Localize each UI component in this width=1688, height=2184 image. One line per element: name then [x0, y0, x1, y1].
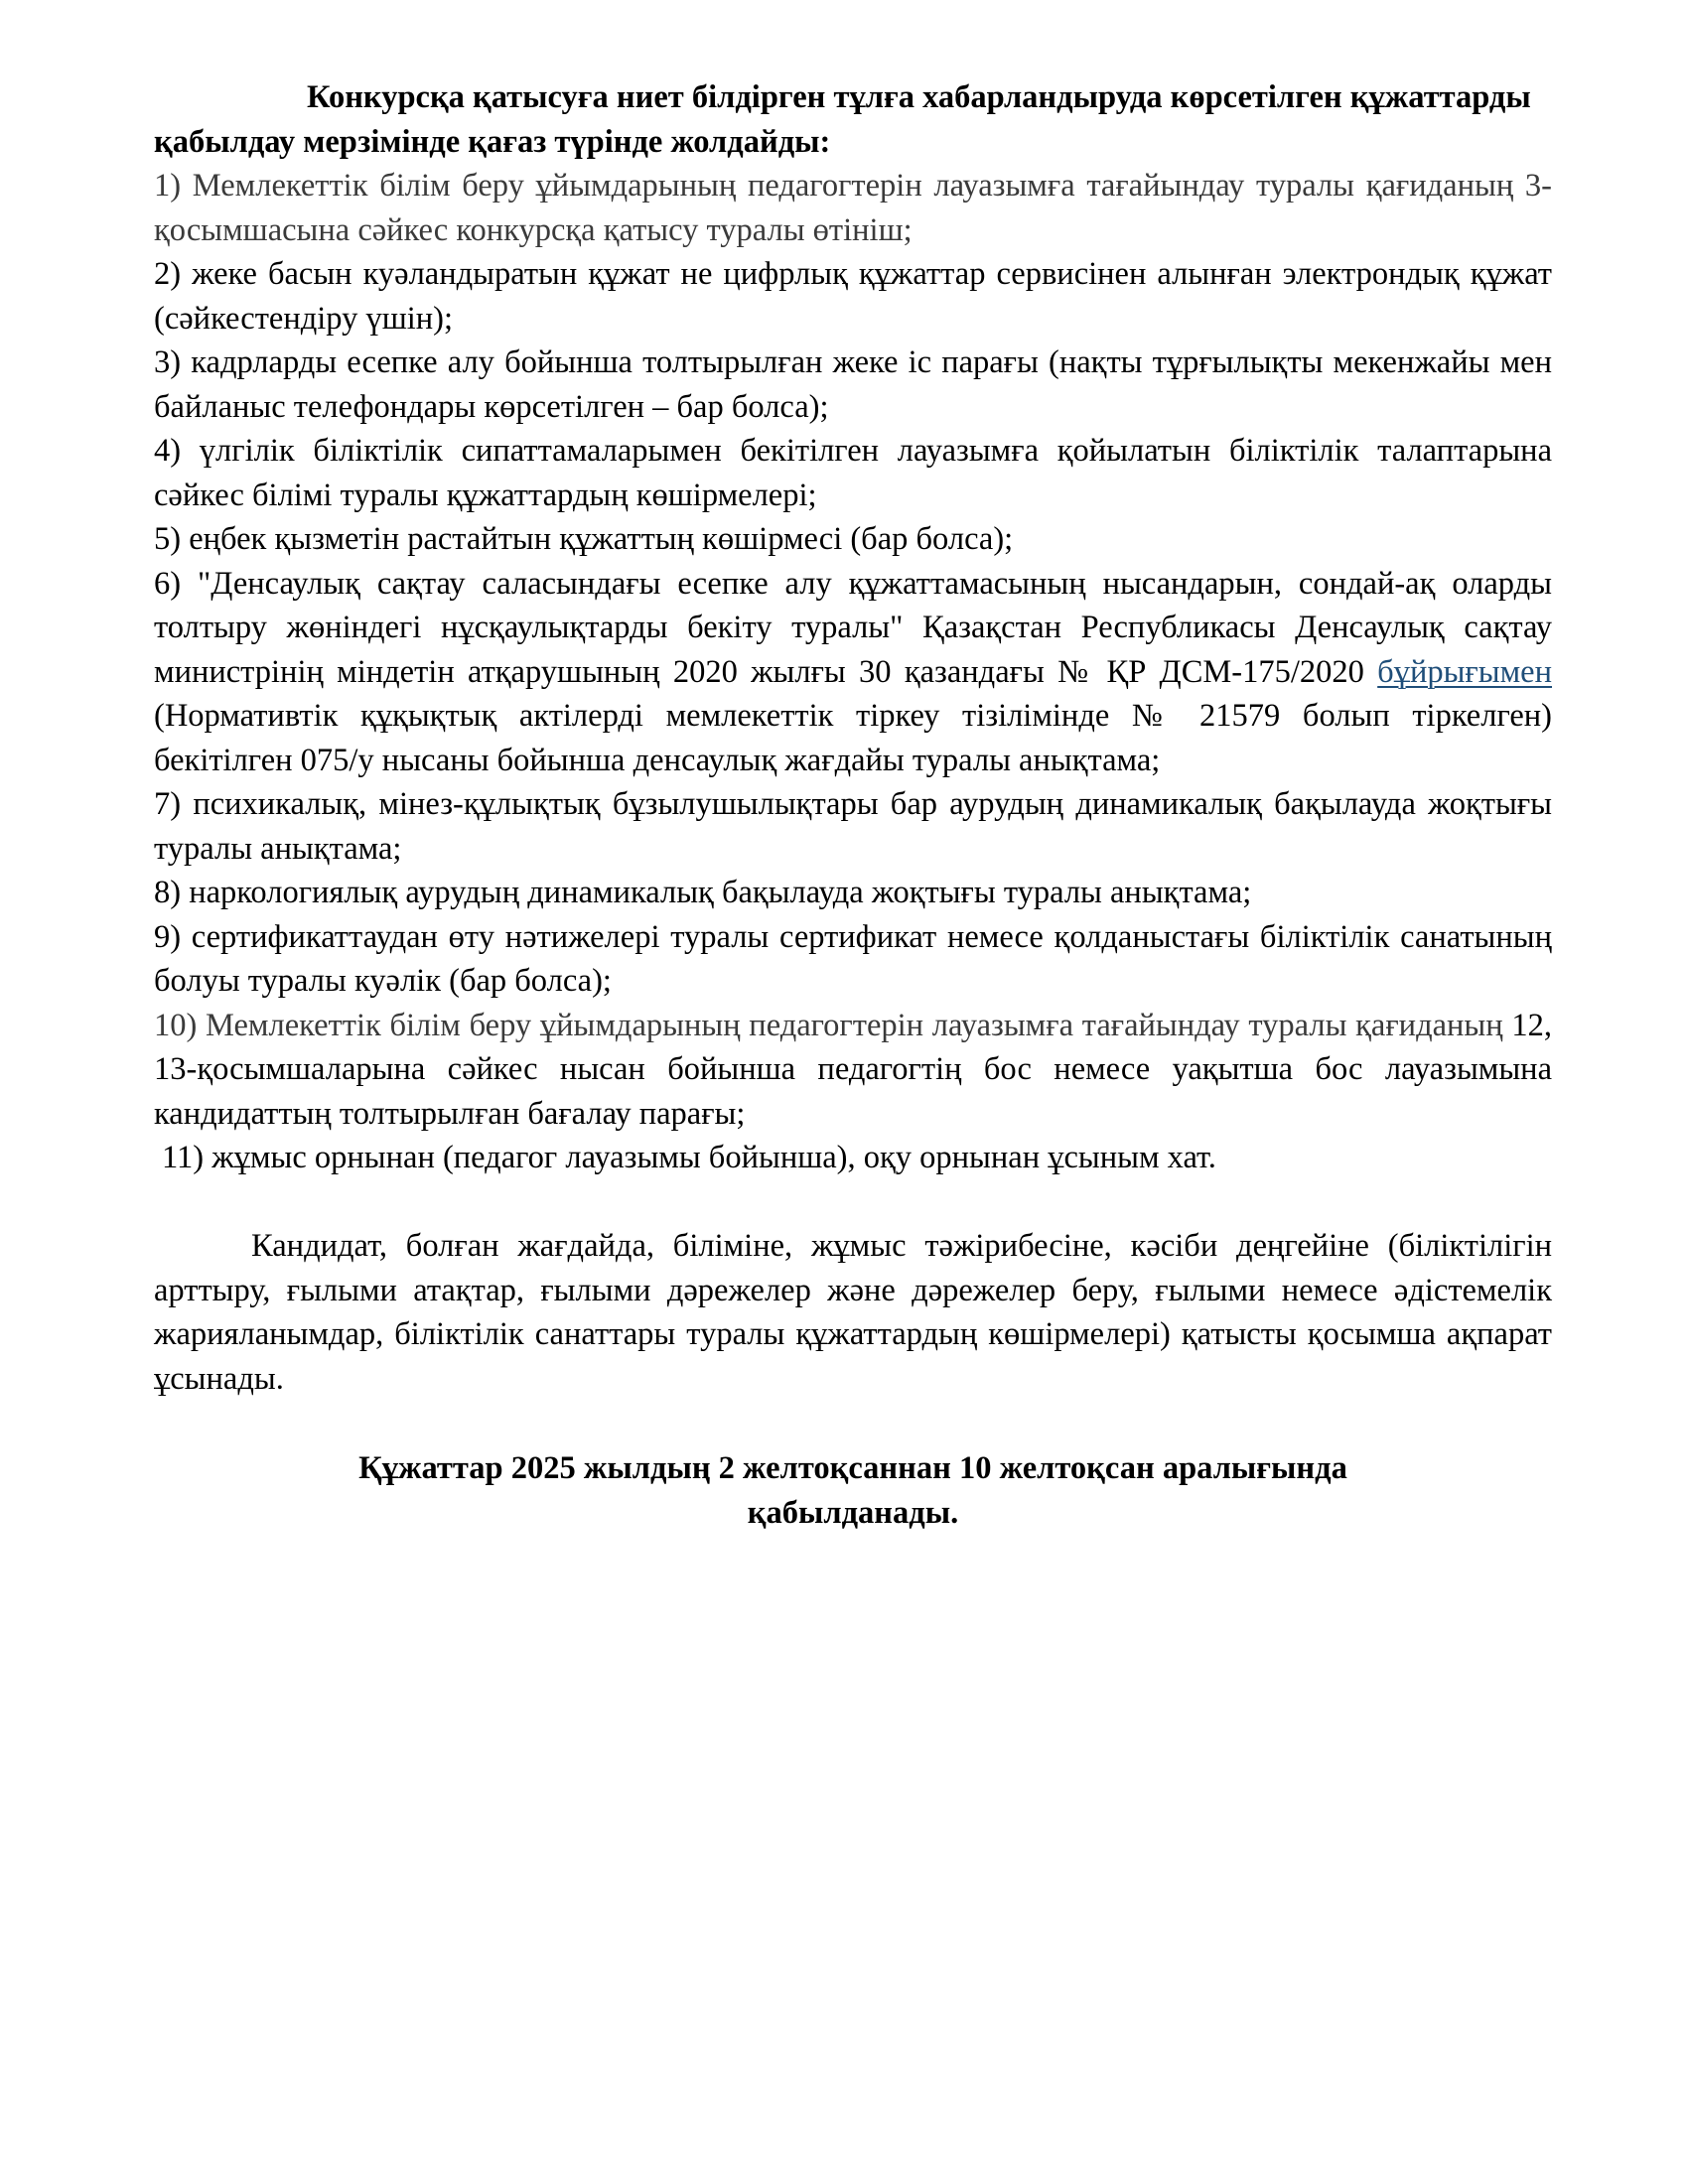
heading-text: Конкурсқа қатысуға ниет білдірген тұлға хабарландыруда көрсетілген құжаттарды қабылдау мерзімінде қағаз түрінде жолдайды: — [154, 79, 1531, 160]
spacer — [154, 1401, 1552, 1446]
document-heading — [154, 75, 1552, 164]
list-item-8: 8) наркологиялық аурудың динамикалық бақылауда жоқтығы туралы анықтама; — [154, 875, 1252, 910]
list-item-4: 4) үлгілік біліктілік сипаттамаларымен бекітілген лауазымға қойылатын біліктілік талаптарына сәйкес білімі туралы құжаттардың көшірмелері; — [154, 433, 1552, 513]
list-item-5: 5) еңбек қызметін растайтын құжаттың көшірмесі (бар болса); — [154, 521, 1014, 557]
list-item-1: 1) Мемлекеттік білім беру ұйымдарының педагогтерін лауазымға тағайындау туралы қағиданың 3- қосымшасына сәйкес конкурсқа қатысу туралы өтініш; — [154, 168, 1552, 248]
list-item-6-text-before: 6) "Денсаулық сақтау саласындағы есепке алу құжаттамасының нысандарын, сондай-ақ оларды толтыру жөніндегі нұсқаулықтарды бекіту туралы" Қазақстан Республикасы Денсаулық сақтау министрінің міндетін атқарушының 2020 жылғы 30 қазандағы № ҚР ДСМ-175/2020 — [154, 565, 1552, 690]
list-item-7: 7) психикалық, мінез-құлықтық бұзылушылықтары бар аурудың динамикалық бақылауда жоқтығы туралы анықтама; — [154, 786, 1552, 867]
list-item-9: 9) сертификаттаудан өту нәтижелері туралы сертификат немесе қолданыстағы біліктілік санатының болуы туралы куәлік (бар болса); — [154, 918, 1552, 999]
closing-line-1: Құжаттар 2025 жылдың 2 желтоқсаннан 10 желтоқсан аралығында — [358, 1450, 1347, 1486]
list-item-10-text: 12, 13-қосымшаларына сәйкес нысан бойынша педагогтің бос немесе уақытша бос лауазымына кандидаттың толтырылған бағалау парағы; — [154, 1007, 1552, 1132]
list-item-6 — [154, 562, 1552, 783]
document-page — [154, 75, 1552, 1535]
candidate-paragraph: Кандидат, болған жағдайда, біліміне, жұмыс тәжірибесіне, кәсіби деңгейіне (біліктілігін арттыру, ғылыми атақтар, ғылыми дәрежелер және дәрежелер беру, ғылыми немесе әдістемелік жарияланымдар, біліктілік санаттары туралы құжаттардың көшірмелері) қатысты қосымша ақпарат ұсынады. — [154, 1228, 1552, 1397]
list-item-10 — [154, 1004, 1552, 1137]
list-item-3: 3) кадрларды есепке алу бойынша толтырылған жеке іс парағы (нақты тұрғылықты мекенжайы мен байланыс телефондары көрсетілген – бар болса); — [154, 344, 1552, 425]
spacer — [154, 1180, 1552, 1225]
list-item-11: 11) жұмыс орнынан (педагог лауазымы бойынша), оқу орнынан ұсыным хат. — [162, 1140, 1216, 1175]
order-link[interactable]: бұйрығымен — [1377, 653, 1552, 690]
closing-line-2: қабылданады. — [747, 1494, 959, 1531]
list-item-6-text-after: (Нормативтік құқықтық актілерді мемлекеттік тіркеу тізілімінде № 21579 болып тіркелген) бекітілген 075/у нысаны бойынша денсаулық жағдайы туралы анықтама; — [154, 698, 1552, 778]
list-item-2: 2) жеке басын куәландыратын құжат не цифрлық құжаттар сервисінен алынған электрондық құжат (сәйкестендіру үшін); — [154, 256, 1552, 337]
list-item-10-gray-text: 10) Мемлекеттік білім беру ұйымдарының педагогтерін лауазымға тағайындау туралы қағиданың — [154, 1007, 1512, 1043]
